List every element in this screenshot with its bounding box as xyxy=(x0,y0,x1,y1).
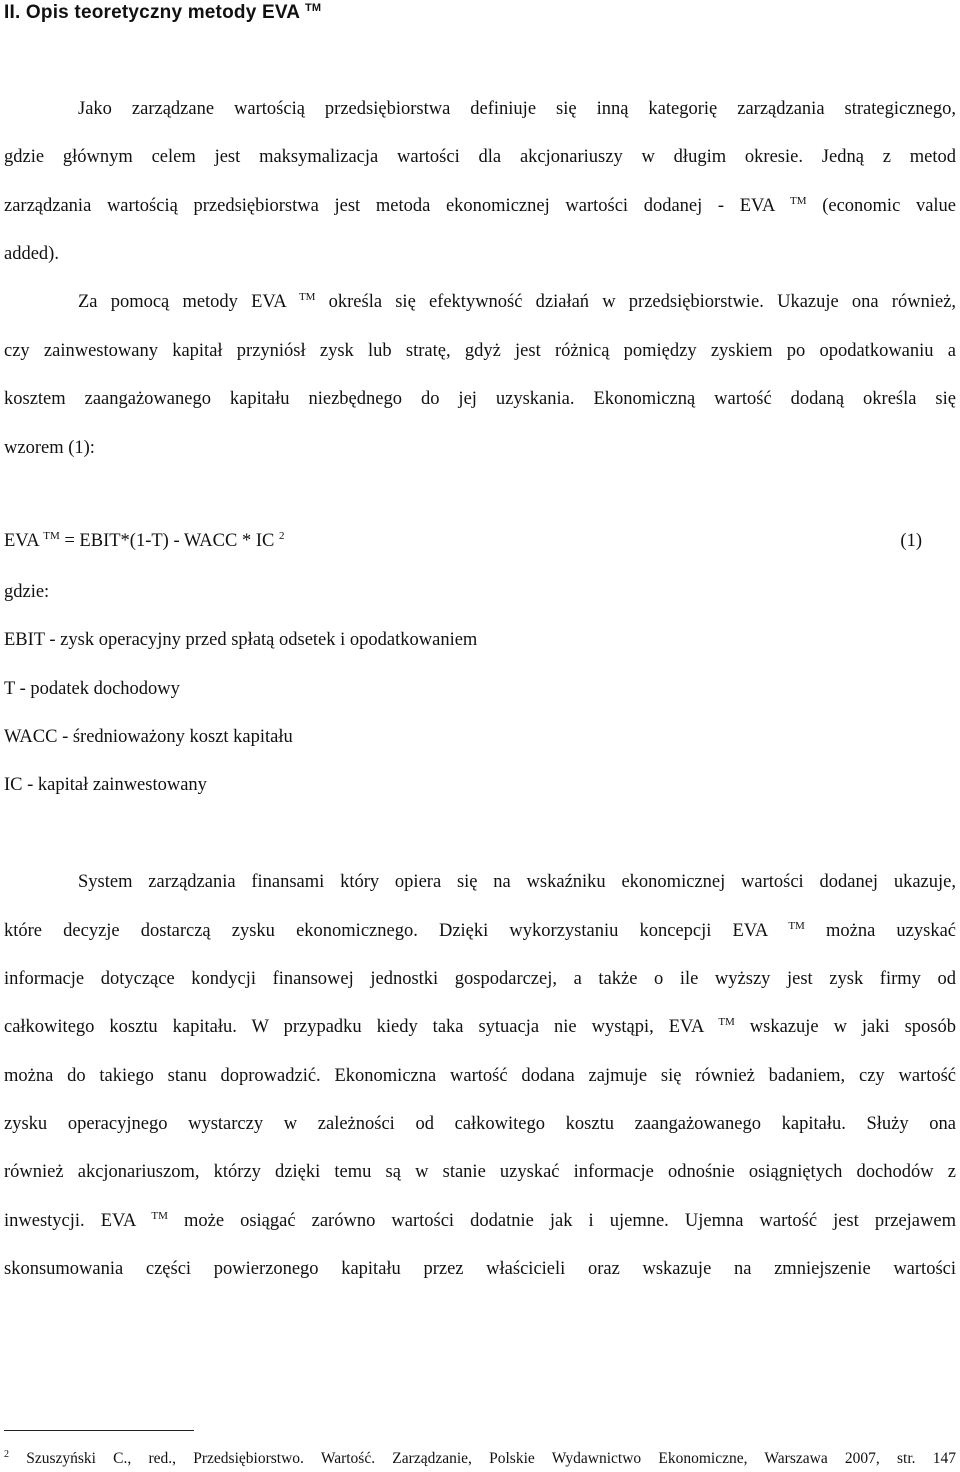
legend-item: WACC - średnioważony koszt kapitału xyxy=(4,727,293,747)
paragraph-3-line: informacje dotyczące kondycji finansowej jednostki gospodarczej, a także o ile wyższy jest zysk firmy od xyxy=(4,969,956,989)
footnote xyxy=(4,1450,956,1468)
paragraph-3-line: zysku operacyjnego wystarczy w zależności od całkowitego kosztu zaangażowanego kapitału. Służy ona xyxy=(4,1114,956,1134)
paragraph-2-line: Za pomocą metody EVA ™ określa się efektywność działań w przedsiębiorstwie. Ukazuje ona również, xyxy=(78,291,957,312)
formula: EVA ™ = EBIT*(1-T) - WACC * IC $^2$ (1) xyxy=(4,530,922,551)
paragraph-3-line: System zarządzania finansami który opiera się na wskaźniku ekonomicznej wartości dodanej ukazuje, xyxy=(78,872,956,892)
formula-number: (1) xyxy=(900,531,922,551)
footnote-mark: 2 xyxy=(4,1449,9,1460)
heading-text: II. Opis teoretyczny metody EVA xyxy=(4,2,300,23)
paragraph-1-line: added). xyxy=(4,244,59,264)
legend-intro: gdzie: xyxy=(4,582,50,602)
heading-superscript: TM xyxy=(304,2,322,14)
paragraph-3-line: całkowitego kosztu kapitału. W przypadku kiedy taka sytuacja nie wystąpi, EVA ™ wskazuje w jaki sposób xyxy=(4,1016,956,1037)
paragraph-3-line: również akcjonariuszom, którzy dzięki temu są w stanie uzyskać informacje odnośnie osiągniętych dochodów z xyxy=(4,1162,956,1182)
footnote-reference: 2 xyxy=(278,530,285,542)
legend-item: T - podatek dochodowy xyxy=(4,679,180,699)
paragraph-2-line: wzorem (1): xyxy=(4,438,95,458)
paragraph-3-line: inwestycji. EVA ™ może osiągać zarówno wartości dodatnie jak i ujemne. Ujemna wartość jest przejawem xyxy=(4,1210,956,1231)
paragraph-3-line: można do takiego stanu doprowadzić. Ekonomiczna wartość dodana zajmuje się również badaniem, czy wartość xyxy=(4,1066,956,1086)
footnote-text: Szuszyński C., red., Przedsiębiorstwo. Wartość. Zarządzanie, Polskie Wydawnictwo Ekonomiczne, Warszawa 2007, str. 147 xyxy=(9,1450,956,1467)
legend-item: EBIT - zysk operacyjny przed spłatą odsetek i opodatkowaniem xyxy=(4,630,478,650)
paragraph-1-line: gdzie głównym celem jest maksymalizacja wartości dla akcjonariuszy w długim okresie. Jedną z metod xyxy=(4,147,956,167)
footnote-divider xyxy=(4,1430,194,1431)
paragraph-2-line: czy zainwestowany kapitał przyniósł zysk lub stratę, gdyż jest różnicą pomiędzy zyskiem po opodatkowaniu a xyxy=(4,341,956,361)
paragraph-1-line: zarządzania wartością przedsiębiorstwa jest metoda ekonomicznej wartości dodanej - EVA ™ (economic value xyxy=(4,195,957,216)
paragraph-3-line: które decyzje dostarczą zysku ekonomicznego. Dzięki wykorzystaniu koncepcji EVA ™ można uzyskać xyxy=(4,920,957,941)
paragraph-1-line: Jako zarządzane wartością przedsiębiorstwa definiuje się inną kategorię zarządzania strategicznego, xyxy=(78,99,956,119)
paragraph-2-line: kosztem zaangażowanego kapitału niezbędnego do jej uzyskania. Ekonomiczną wartość dodaną określa się xyxy=(4,389,956,409)
legend-item: IC - kapitał zainwestowany xyxy=(4,775,207,795)
section-heading xyxy=(4,2,321,24)
paragraph-3-line: skonsumowania części powierzonego kapitału przez właścicieli oraz wskazuje na zmniejszenie wartości xyxy=(4,1259,956,1279)
